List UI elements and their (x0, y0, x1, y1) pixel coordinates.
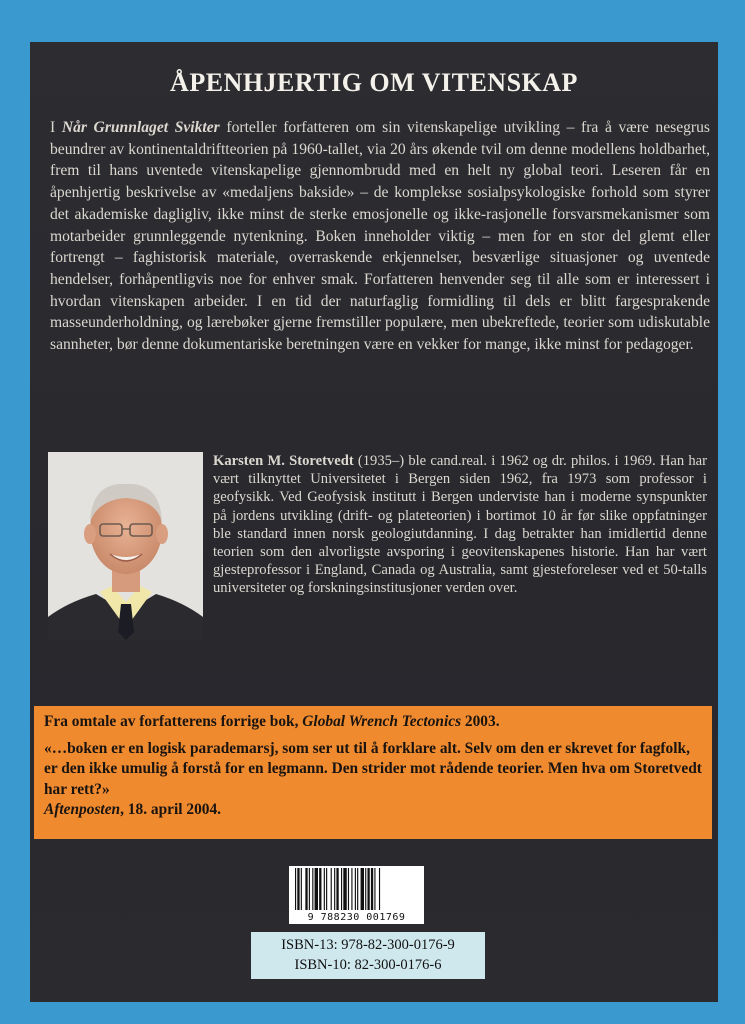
barcode-bar (343, 868, 346, 910)
barcode-bar (295, 868, 296, 910)
author-name: Karsten M. Storetvedt (213, 453, 354, 469)
barcode-bar (319, 868, 321, 910)
barcode-bar (348, 868, 349, 910)
cover-title: ÅPENHJERTIG OM VITENSKAP (170, 68, 578, 97)
blurb-text: forteller forfatteren om sin vitenskapelige utvikling – fra å være nesegrus beundrer av kontinentaldriftteorien på 1960-tallet, via 20 års økende tvil om denne modellens holdbarhet, frem til hans uventede vitenskapelige gjennombrudd med en helt ny global teori. Leseren får en åpenhjertig beskrivelse av «medaljens bakside» – de komplekse sosialpsykologiske forhold som styrer det akademiske dagligliv, ikke minst de sterke emosjonelle og ikke-rasjonelle forsvarsmekanismer som motarbeider grunnleggende nytenkning. Boken inneholder viktig – men for en stor del glemt eller fortrengt – faghistorisk materiale, overraskende erkjennelser, besværlige situasjoner og uventede hendelser, forhåpentligvis noe for enhver smak. Forfatteren henvender seg til alle som er interessert i hvordan vitenskapen arbeider. I en tid der naturfaglig formidling til dels er blitt fargesprakende masseunderholdning, og lærebøker gjerne fremstiller populære, men ubekreftede, teorier som udiskutable sannheter, bør denne dokumentariske beretningen være en vekker for mange, ikke minst for pedagoger. (50, 119, 710, 354)
review-source-date: , 18. april 2004. (120, 801, 222, 818)
barcode-bar (297, 868, 299, 910)
author-bio (213, 452, 707, 598)
barcode-bar (334, 868, 335, 910)
review-intro-suffix: 2003. (461, 713, 500, 730)
review-intro-prefix: Fra omtale av forfatterens forrige bok, (44, 713, 303, 730)
review-intro (44, 712, 702, 733)
review-quote-text: «…boken er en logisk parademarsj, som ser ut til å forklare alt. Selv om den er skrevet for fagfolk, er den ikke umulig å forstå for en legmann. Den strider mot rådende teorier. Men hva om Storetvedt har rett?» (44, 739, 702, 798)
book-description (50, 117, 710, 356)
author-portrait-image (48, 452, 203, 640)
author-bio-text: (1935–) ble cand.real. i 1962 og dr. philos. i 1969. Han har vært tilknyttet Universitetet i Bergen siden 1962, fra 1973 som professor i geofysikk. Ved Geofysisk institutt i Bergen underviste han i moderne synspunkter på jordens utvikling (drift- og plateteorien) i bortimot 10 år før slike oppfatninger ble standard innen norsk geologiutdanning. I dag betrakter han imidlertid denne teorien som den alvorligste avsporing i geovitenskapenes historie. Han har vært gjesteprofessor i England, Canada og Australia, samt gjesteforeleser ved et 50-talls universiteter og forskningsinstitusjoner verden over. (213, 453, 707, 597)
barcode-bar (379, 868, 380, 910)
previous-book-title: Global Wrench Tectonics (302, 713, 462, 730)
isbn-10: ISBN-10: 82-300-0176-6 (294, 957, 442, 973)
review-source-name: Aftenposten (44, 801, 121, 818)
barcode-bar (357, 868, 358, 910)
book-title: Når Grunnlaget Svikter (61, 119, 220, 136)
barcode-bar (305, 868, 307, 910)
barcode-bar (361, 868, 364, 910)
barcode-bar (351, 868, 352, 910)
barcode (289, 866, 424, 924)
barcode-bar (355, 868, 356, 910)
barcode-bar (367, 868, 369, 910)
barcode-bar (324, 868, 325, 910)
review-source (44, 800, 702, 821)
barcode-bar (341, 868, 342, 910)
barcode-bar (315, 868, 318, 910)
barcode-bar (331, 868, 332, 910)
barcode-bar (374, 868, 375, 910)
blurb-prefix: I (50, 119, 62, 136)
barcode-bar (371, 868, 373, 910)
back-cover (30, 42, 718, 1002)
author-photo (48, 452, 203, 640)
barcode-bar (301, 868, 302, 910)
isbn-13: ISBN-13: 978-82-300-0176-9 (281, 937, 455, 953)
review-quote-box (34, 706, 712, 839)
barcode-bar (326, 868, 327, 910)
barcode-bars (294, 868, 419, 910)
barcode-digits: 9 788230 001769 (307, 912, 406, 923)
barcode-bar (309, 868, 310, 910)
barcode-bar (365, 868, 366, 910)
barcode-bar (336, 868, 338, 910)
barcode-bar (312, 868, 313, 910)
isbn-box (251, 932, 485, 979)
